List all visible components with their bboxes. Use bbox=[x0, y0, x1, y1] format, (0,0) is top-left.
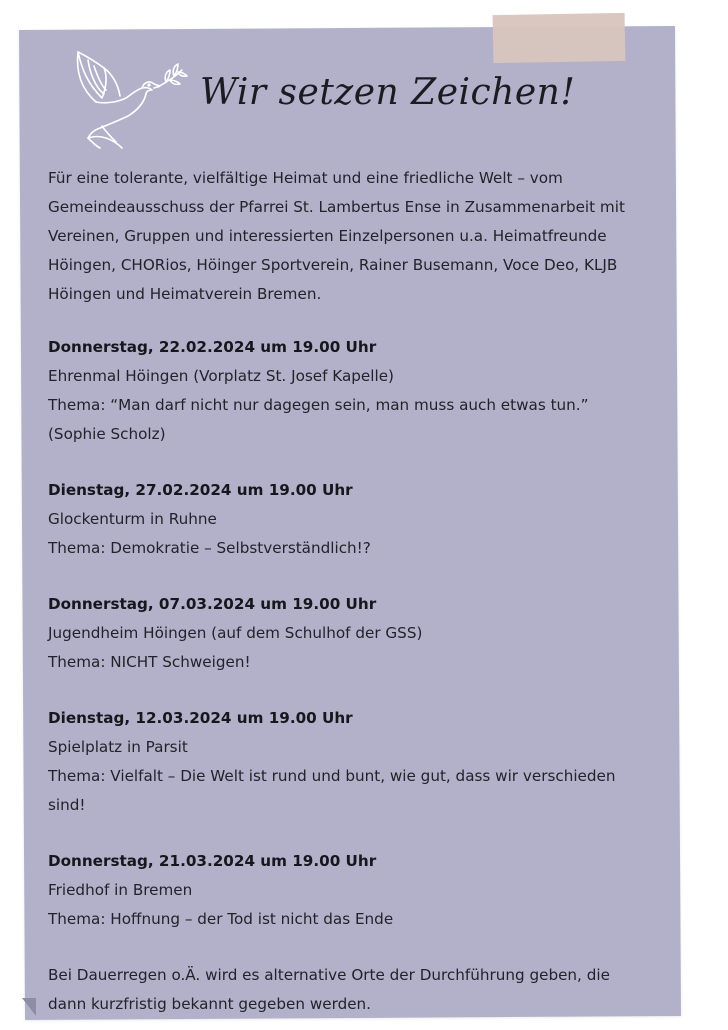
event-date: Donnerstag, 22.02.2024 um 19.00 Uhr bbox=[48, 338, 377, 356]
event-location: Glockenturm in Ruhne bbox=[48, 510, 217, 528]
document-body bbox=[48, 164, 648, 1019]
event-location: Ehrenmal Höingen (Vorplatz St. Josef Kapelle) bbox=[48, 367, 394, 385]
tape-strip bbox=[493, 13, 626, 63]
event-location: Jugendheim Höingen (auf dem Schulhof der GSS) bbox=[48, 624, 423, 642]
event-date: Donnerstag, 21.03.2024 um 19.00 Uhr bbox=[48, 852, 377, 870]
dove-icon bbox=[66, 44, 190, 152]
event-topic: Thema: Vielfalt – Die Welt ist rund und bunt, wie gut, dass wir verschieden sind! bbox=[48, 767, 616, 814]
event-location: Spielplatz in Parsit bbox=[48, 738, 188, 756]
event-location: Friedhof in Bremen bbox=[48, 881, 193, 899]
event-item bbox=[48, 704, 648, 820]
event-item bbox=[48, 590, 648, 677]
event-topic: Thema: Demokratie – Selbstverständlich!? bbox=[48, 539, 371, 557]
event-date: Donnerstag, 07.03.2024 um 19.00 Uhr bbox=[48, 595, 377, 613]
paper-fold-corner bbox=[22, 998, 36, 1016]
event-item bbox=[48, 476, 648, 563]
event-item bbox=[48, 333, 648, 449]
page-title: Wir setzen Zeichen! bbox=[200, 72, 576, 113]
event-topic: Thema: “Man darf nicht nur dagegen sein, man muss auch etwas tun.” (Sophie Scholz) bbox=[48, 396, 589, 443]
intro-paragraph: Für eine tolerante, vielfältige Heimat und eine friedliche Welt – vom Gemeindeausschuss der Pfarrei St. Lambertus Ense in Zusammenarbeit mit Vereinen, Gruppen und interessierten Einzelpersonen u.a. Heimatfreunde Höingen, CHORios, Höinger Sportverein, Rainer Busemann, Voce Deo, KLJB Höingen und Heimatverein Bremen. bbox=[48, 169, 625, 303]
event-date: Dienstag, 27.02.2024 um 19.00 Uhr bbox=[48, 481, 353, 499]
event-topic: Thema: NICHT Schweigen! bbox=[48, 653, 251, 671]
event-topic: Thema: Hoffnung – der Tod ist nicht das Ende bbox=[48, 910, 394, 928]
event-date: Dienstag, 12.03.2024 um 19.00 Uhr bbox=[48, 709, 353, 727]
closing-note: Bei Dauerregen o.Ä. wird es alternative Orte der Durchführung geben, die dann kurzfristig bekannt gegeben werden. bbox=[48, 966, 610, 1013]
event-item bbox=[48, 847, 648, 934]
